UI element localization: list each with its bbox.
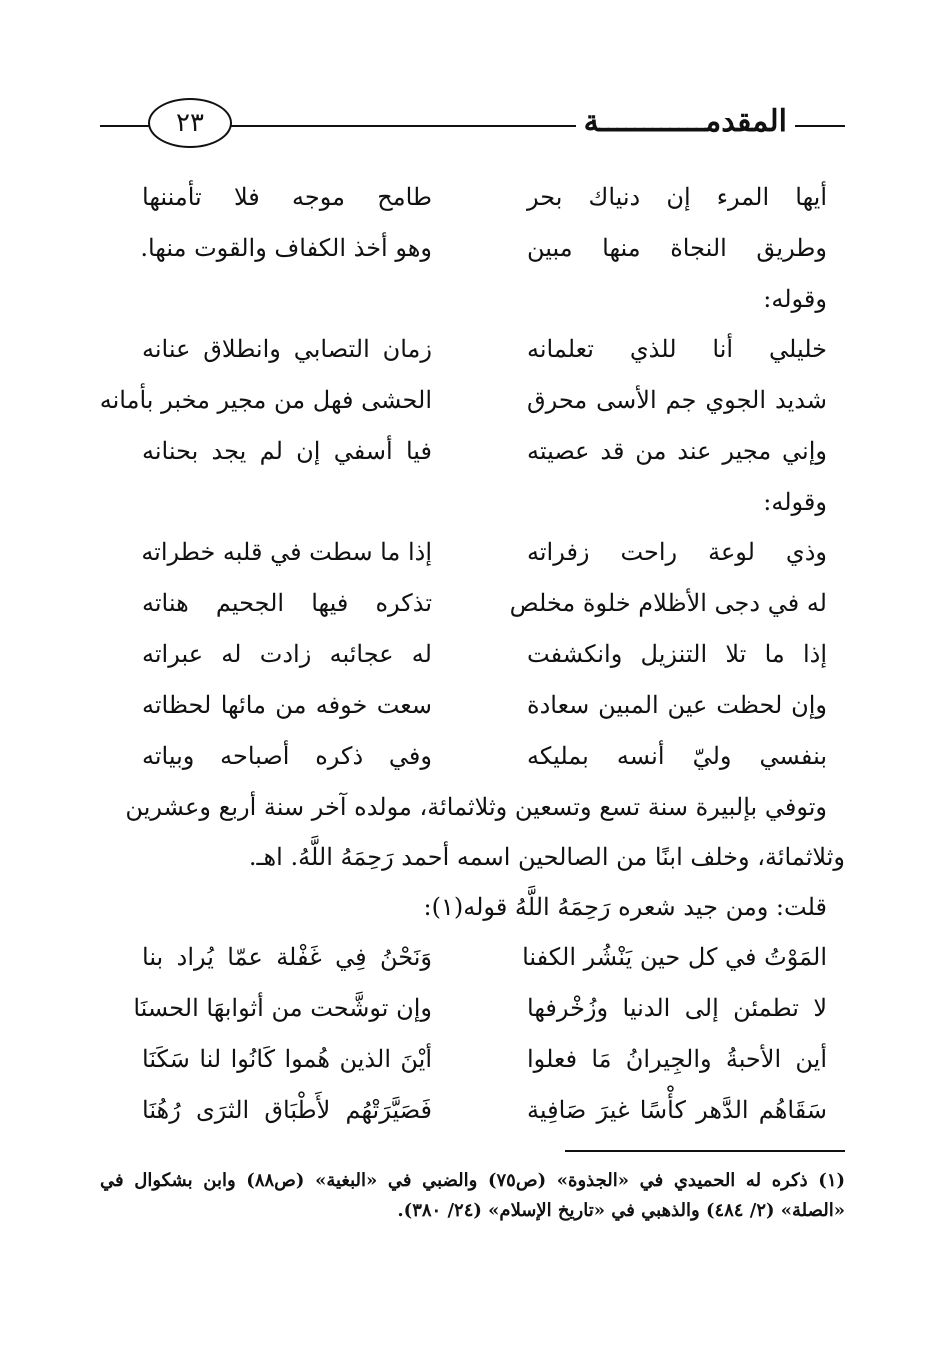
verse-second-hemistich: إذا ما سطت في قلبه خطراته	[141, 538, 432, 566]
verse-second-hemistich: فَصَيَّرَتْهُم لأَطْبَاق الثرَى رُهُنَا	[142, 1096, 432, 1124]
prose-line: وثلاثمائة، وخلف ابنًا من الصالحين اسمه أحمد رَحِمَهُ اللَّهُ. اهـ.	[248, 843, 845, 871]
prose-line: وتوفي بإلبيرة سنة تسع وتسعين وثلاثمائة، مولده آخر سنة أربع وعشرين	[125, 793, 827, 821]
chapter-title: المقدمــــــــــــة	[576, 102, 795, 142]
page-body	[100, 172, 845, 1136]
page-number: ٢٣	[148, 98, 232, 148]
verse-first-hemistich: أين الأحبةُ والجِيرانُ مَا فعلوا	[527, 1045, 827, 1073]
verse-line	[100, 172, 845, 223]
verse-first-hemistich: شديد الجوي جم الأسى محرق	[527, 386, 827, 414]
verse-line	[100, 932, 845, 983]
verse-line	[100, 324, 845, 375]
verse-line	[100, 223, 845, 274]
verse-second-hemistich: الحشى فهل من مجير مخبر بأمانه	[99, 386, 432, 414]
verse-first-hemistich: أيها المرء إن دنياك بحر	[527, 183, 827, 211]
running-header	[100, 96, 845, 160]
prose-line: قلت: ومن جيد شعره رَحِمَهُ اللَّهُ قوله(١):	[423, 893, 827, 921]
verse-second-hemistich: وهو أخذ الكفاف والقوت منها.	[140, 234, 432, 262]
verse-second-hemistich: فيا أسفي إن لم يجد بحنانه	[142, 437, 432, 465]
verse-second-hemistich: زمان التصابي وانطلاق عنانه	[142, 335, 432, 363]
verse-line	[100, 983, 845, 1034]
footnote: (١) ذكره له الحميدي في «الجذوة» (ص٧٥) والضبي في «البغية» (ص٨٨) وابن بشكوال في «الصلة» (٢/ ٤٨٤) والذهبي في «تاريخ الإسلام» (٢٤/ ٣٨٠).	[100, 1170, 846, 1221]
verse-line	[100, 375, 845, 426]
verse-line	[100, 731, 845, 782]
verse-first-hemistich: وإني مجير عند من قد عصيته	[527, 437, 827, 465]
verse-first-hemistich: وطريق النجاة منها مبين	[527, 234, 827, 262]
verse-first-hemistich: سَقَاهُم الدَّهر كأْسًا غيرَ صَافِية	[527, 1096, 827, 1124]
verse-second-hemistich: تذكره فيها الجحيم هناته	[142, 589, 432, 617]
verse-first-hemistich: إذا ما تلا التنزيل وانكشفت	[527, 640, 827, 668]
verse-first-hemistich: المَوْتُ في كل حين يَنْشُر الكفنا	[522, 943, 827, 971]
verse-second-hemistich: وَنَحْنُ فِي غَفْلة عمّا يُراد بنا	[142, 943, 432, 971]
footnote-separator	[565, 1150, 845, 1152]
verse-first-hemistich: لا تطمئن إلى الدنيا وزُخْرفها	[527, 994, 827, 1022]
verse-first-hemistich: وذي لوعة راحت زفراته	[527, 538, 827, 566]
verse-second-hemistich: طامح موجه فلا تأمننها	[142, 183, 432, 211]
verse-line	[100, 1085, 845, 1136]
prose-paragraph	[100, 782, 845, 932]
verse-line	[100, 578, 845, 629]
verse-line	[100, 680, 845, 731]
verse-first-hemistich: بنفسي وليّ أنسه بمليكه	[527, 742, 827, 770]
quote-label: وقوله:	[763, 285, 827, 313]
verse-first-hemistich: وإن لحظت عين المبين سعادة	[527, 691, 827, 719]
verse-second-hemistich: سعت خوفه من مائها لحظاته	[142, 691, 432, 719]
verse-line	[100, 629, 845, 680]
verse-line	[100, 1034, 845, 1085]
verse-first-hemistich: له في دجى الأظلام خلوة مخلص	[509, 589, 827, 617]
quote-label: وقوله:	[763, 488, 827, 516]
verse-first-hemistich: خليلي أنا للذي تعلمانه	[527, 335, 827, 363]
verse-second-hemistich: وفي ذكره أصباحه وبياته	[142, 742, 432, 770]
verse-second-hemistich: وإن توشَّحت من أثوابهَا الحسنَا	[133, 994, 432, 1022]
verse-second-hemistich: أيْنَ الذين هُموا كَانُوا لنا سَكَنَا	[142, 1045, 432, 1073]
verse-line	[100, 527, 845, 578]
verse-line	[100, 426, 845, 477]
verse-second-hemistich: له عجائبه زادت له عبراته	[142, 640, 432, 668]
